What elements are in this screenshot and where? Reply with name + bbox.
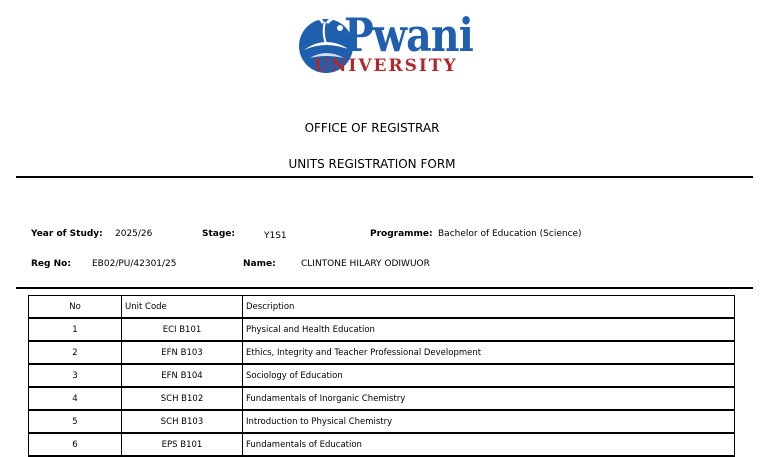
form-title: UNITS REGISTRATION FORM [288, 157, 456, 171]
row-unit-code: EPS B101 [122, 433, 243, 456]
row-description: Sociology of Education [243, 364, 735, 387]
header-unit-code: Unit Code [122, 296, 243, 319]
row-unit-code: SCH B102 [122, 387, 243, 410]
table-row [29, 318, 735, 341]
name-label: Name: [243, 259, 276, 269]
row-description: Ethics, Integrity and Teacher Professional Development [243, 341, 735, 364]
row-no: 4 [29, 387, 122, 410]
row-unit-code: EFN B103 [122, 341, 243, 364]
logo-wordmark: Pwani [344, 8, 473, 62]
row-no: 2 [29, 341, 122, 364]
row-no: 6 [29, 433, 122, 456]
divider-bottom [16, 287, 753, 289]
logo-subtitle: UNIVERSITY [314, 56, 458, 76]
header-no: No [29, 296, 122, 319]
table-row [29, 364, 735, 387]
office-heading: OFFICE OF REGISTRAR [304, 121, 440, 135]
reg-label: Reg No: [31, 259, 71, 269]
table-header-row [29, 296, 735, 319]
table-row [29, 410, 735, 433]
stage-label: Stage: [202, 229, 236, 239]
stage-value: Y1S1 [264, 231, 287, 241]
row-description: Introduction to Physical Chemistry [243, 410, 735, 433]
row-description: Fundamentals of Education [243, 433, 735, 456]
header-description: Description [243, 296, 735, 319]
row-unit-code: SCH B103 [122, 410, 243, 433]
programme-value: Bachelor of Education (Science) [438, 229, 582, 239]
programme-label: Programme: [370, 229, 433, 239]
year-label: Year of Study: [31, 229, 103, 239]
units-table [28, 295, 735, 457]
university-logo [296, 8, 473, 76]
row-unit-code: ECI B101 [122, 318, 243, 341]
table-row [29, 433, 735, 456]
row-no: 5 [29, 410, 122, 433]
row-no: 1 [29, 318, 122, 341]
table-row [29, 387, 735, 410]
row-no: 3 [29, 364, 122, 387]
reg-value: EB02/PU/42301/25 [92, 259, 177, 269]
row-description: Physical and Health Education [243, 318, 735, 341]
row-unit-code: EFN B104 [122, 364, 243, 387]
name-value: CLINTONE HILARY ODIWUOR [301, 259, 430, 269]
row-description: Fundamentals of Inorganic Chemistry [243, 387, 735, 410]
table-row [29, 341, 735, 364]
year-value: 2025/26 [115, 229, 153, 239]
divider-top [16, 176, 753, 178]
